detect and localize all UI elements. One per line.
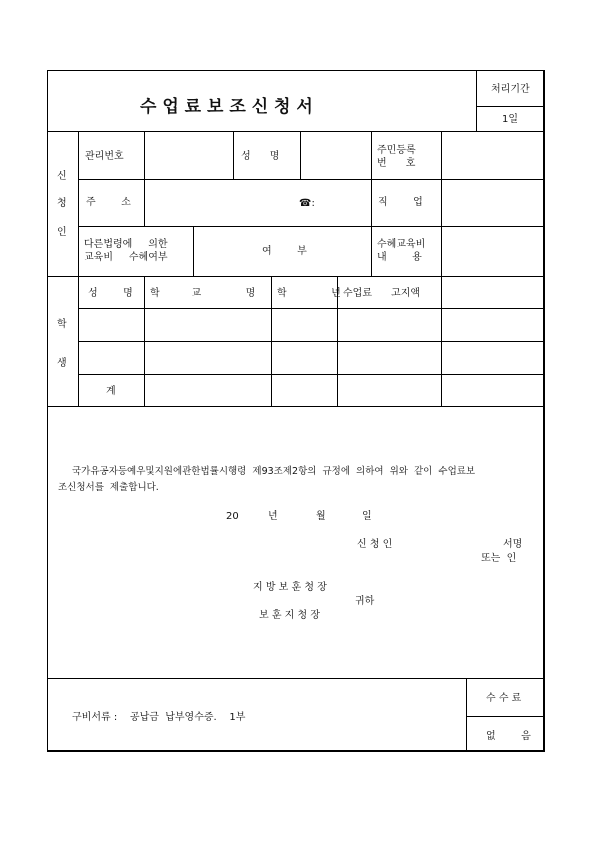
divider xyxy=(476,70,477,131)
management-number-label: 관리번호 xyxy=(85,151,124,162)
divider xyxy=(144,131,145,226)
benefit-label-line2: 내 용 xyxy=(377,252,422,263)
declaration-line2: 조신청서를 제출합니다. xyxy=(58,482,159,493)
applicant-signature-label: 신 청 인 xyxy=(357,539,393,550)
applicant-section-char: 신 xyxy=(57,171,67,182)
divider xyxy=(300,131,301,179)
applicant-section-char: 인 xyxy=(57,227,67,238)
processing-period-label: 처리기간 xyxy=(491,84,530,95)
divider xyxy=(466,716,545,717)
grade-header: 학 년 xyxy=(277,288,341,299)
divider xyxy=(233,131,234,179)
divider xyxy=(193,226,194,276)
address-label: 주 소 xyxy=(86,197,131,208)
benefit-label-line1: 수혜교육비 xyxy=(377,239,426,250)
divider xyxy=(78,131,79,406)
processing-period-value: 1일 xyxy=(502,114,519,125)
school-header: 학 교 명 xyxy=(150,288,256,299)
other-law-label-line2: 교육비 수혜여부 xyxy=(84,252,168,263)
date-day-unit: 일 xyxy=(362,511,372,522)
rrn-label-line2: 번 호 xyxy=(377,158,416,169)
date-month-unit: 월 xyxy=(316,511,326,522)
yes-no-label: 여 부 xyxy=(262,246,307,257)
student-section-char: 학 xyxy=(57,319,67,330)
divider xyxy=(476,106,545,107)
total-label: 계 xyxy=(106,386,116,397)
divider xyxy=(271,276,272,406)
divider xyxy=(47,131,545,132)
divider xyxy=(466,678,467,752)
student-name-header: 성 명 xyxy=(88,288,133,299)
rrn-label-line1: 주민등록 xyxy=(377,145,416,156)
fee-label: 수 수 료 xyxy=(486,693,522,704)
divider xyxy=(78,226,545,227)
divider xyxy=(78,308,545,309)
fee-value: 없 음 xyxy=(486,731,531,742)
other-law-label-line1: 다른법령에 의한 xyxy=(84,239,168,250)
form-title: 수 업 료 보 조 신 청 서 xyxy=(140,97,313,117)
phone-mark: ☎: xyxy=(299,198,315,209)
required-documents: 구비서류 : 공납금 납부영수증. 1부 xyxy=(72,712,246,723)
divider xyxy=(78,374,545,375)
divider xyxy=(441,276,442,406)
divider xyxy=(144,276,145,406)
applicant-section-char: 청 xyxy=(57,198,67,209)
occupation-label: 직 업 xyxy=(378,197,423,208)
recipient-branch: 보 훈 지 청 장 xyxy=(259,610,321,621)
divider xyxy=(371,131,372,276)
tuition-header: 수업료 고지액 xyxy=(343,288,421,299)
form-frame xyxy=(47,70,545,752)
divider xyxy=(78,179,545,180)
date-year-unit: 년 xyxy=(268,511,278,522)
declaration-line1: 국가유공자등예우및지원에관한법률시행령 제93조제2항의 규정에 의하여 위와 같이 수업료보 xyxy=(72,466,476,477)
sign-label-1: 서명 xyxy=(503,539,523,550)
divider xyxy=(47,406,545,407)
recipient-honorific: 귀하 xyxy=(355,596,375,607)
divider xyxy=(47,678,545,679)
recipient-regional: 지 방 보 훈 청 장 xyxy=(253,582,327,593)
student-section-char: 생 xyxy=(57,358,67,369)
name-label: 성 명 xyxy=(241,151,280,162)
divider xyxy=(441,131,442,276)
divider xyxy=(78,341,545,342)
divider xyxy=(47,276,545,277)
date-year: 20 xyxy=(226,511,239,522)
sign-label-2: 또는 인 xyxy=(481,553,517,564)
